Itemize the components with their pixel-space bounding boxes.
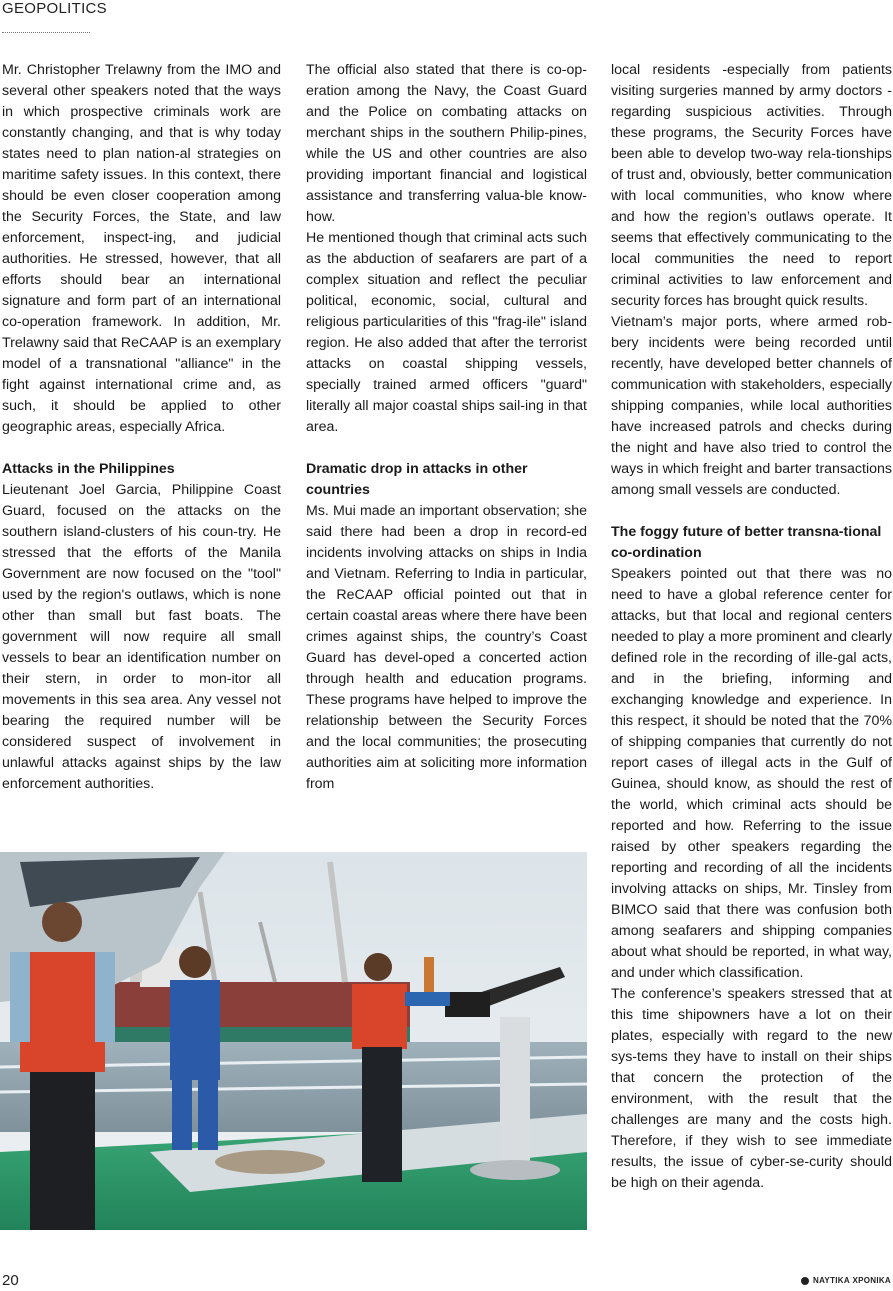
publication-brand bbox=[801, 1276, 891, 1285]
paragraph: Vietnam’s major ports, where armed rob-bery incidents were being recorded until recently, have developed better channels of communication with stakeholders, especially shipping companies, while local authorities have increased patrols and checks during the night and have also tried to control the ways in which freight and barter transactions among small vessels are conducted. bbox=[611, 314, 892, 498]
paragraph: Mr. Christopher Trelawny from the IMO and several other speakers noted that the ways in which prospective criminals work are constantly changing, and that is why today states need to plan nation-al strategies on maritime safety issues. In this context, there should be even closer cooperation among the Security Forces, the State, and law enforcement, inspect-ing, and judicial authorities. He stressed, however, that all efforts should bear an international signature and form part of an international co-operation framework. In addition, Mr. Trelawny said that ReCAAP is an exemplary model of a transnational "alliance" in the fight against international crime and, as such, it should be applied to other geographic areas, especially Africa. bbox=[2, 62, 281, 435]
brand-logo-icon bbox=[801, 1277, 809, 1285]
gun-mount-post bbox=[500, 1017, 530, 1167]
column-2 bbox=[306, 60, 587, 795]
subheading-dramatic-drop: Dramatic drop in attacks in other countries bbox=[306, 461, 528, 498]
article-photo bbox=[0, 852, 587, 1230]
subheading-philippines: Attacks in the Philippines bbox=[2, 461, 175, 477]
dotted-rule bbox=[2, 32, 90, 33]
paragraph: Speakers pointed out that there was no need to have a global reference center for attacks, but that local and regional centers needed to play a more prominent and clearly defined role in the recording of ille-gal acts, and in the briefing, informing and exchanging knowledge and experience. In this respect, it should be noted that the 70% of shipping companies that currently do not report cases of illegal acts in the Gulf of Guinea, should know, as should the rest of the world, which criminal acts should be reported and how. Referring to the issue raised by other speakers regarding the reporting and recording of all the incidents involving attacks on ships, Mr. Tinsley from BIMCO said that there was confusion both among seafarers and shipping companies about what should be reported, in what way, and under which classification. bbox=[611, 566, 892, 981]
coast-guard-ship-photo bbox=[0, 852, 587, 1230]
column-1 bbox=[2, 60, 281, 795]
paragraph: The official also stated that there is co-op-eration among the Navy, the Coast Guard and the Police on combating attacks on merchant ships in the southern Philip-pines, while the US and other countries are also providing important financial and logistical assistance and transferring valua-ble know-how. bbox=[306, 62, 587, 225]
paragraph: The conference’s speakers stressed that at this time shipowners have a lot on their plates, especially with regard to the new sys-tems they have to install on their ships that concern the protection of the environment, with the result that the challenges are many and the costs high. Therefore, if they wish to see immediate results, the issue of cyber-se-curity should be high on their agenda. bbox=[611, 986, 892, 1191]
paragraph: local residents -especially from patients visiting surgeries manned by army doctors - regarding suspicious activities. Through these programs, the Security Forces have been able to develop two-way rela-tionships of trust and, obviously, better communication with local communities, who know where and how the region’s outlaws operate. It seems that effectively communicating to the local communities the need to report criminal activities to law enforcement and security forces has brought quick results. bbox=[611, 62, 892, 309]
paragraph: He mentioned though that criminal acts such as the abduction of seafarers are part of a complex situation and reflect the peculiar political, economic, social, cultural and religious particularities of this "frag-ile" island region. He also added that after the terrorist attacks on coastal shipping vessels, specially trained armed officers "guard" literally all major coastal ships sail-ing in that area. bbox=[306, 230, 587, 435]
brand-name: ΝΑΥΤΙΚΑ ΧΡΟΝΙΚΑ bbox=[813, 1276, 891, 1285]
coiled-rope bbox=[215, 1150, 325, 1174]
section-label: GEOPOLITICS bbox=[2, 0, 107, 17]
column-3 bbox=[611, 60, 892, 1194]
subheading-foggy-future: The foggy future of better transna-tional co-ordination bbox=[611, 524, 882, 561]
paragraph: Lieutenant Joel Garcia, Philippine Coast Guard, focused on the attacks on the southern island-clusters of his coun-try. He stressed that the efforts of the Manila Government are now focused on the "tool" used by the region's outlaws, which is none other than small but fast boats. The government will now require all small vessels to bear an identification number on their stern, in order to mon-itor all movements in this sea area. Any vessel not bearing the required number will be considered suspect of involvement in unlawful attacks against ships by the law enforcement authorities. bbox=[2, 482, 281, 792]
page-number: 20 bbox=[2, 1272, 19, 1289]
paragraph: Ms. Mui made an important observation; she said there had been a drop in record-ed incidents involving attacks on ships in India and Vietnam. Referring to India in particular, the ReCAAP official pointed out that in certain coastal areas where there have been crimes against ships, the country’s Coast Guard has devel-oped a concerted action through health and education programs. These programs have helped to improve the relationship between the Security Forces and the local communities; the prosecuting authorities aim at soliciting more information from bbox=[306, 503, 587, 792]
